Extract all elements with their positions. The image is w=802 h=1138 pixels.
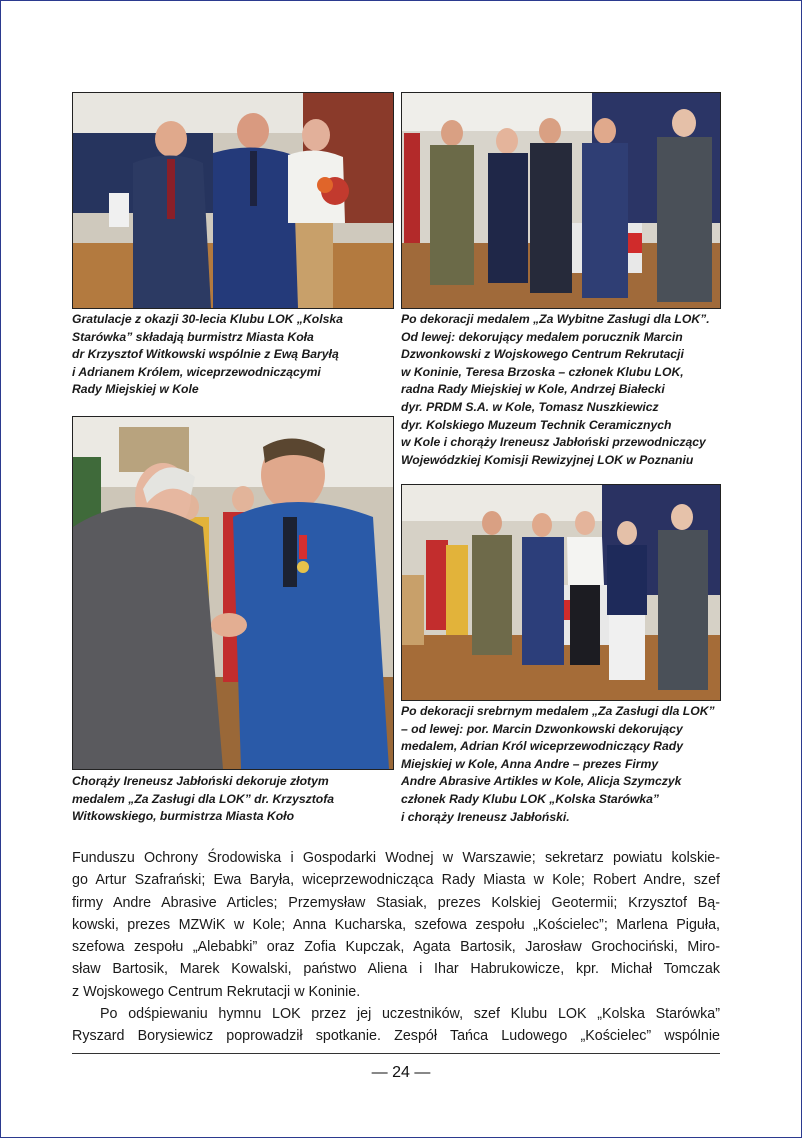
- caption-line: radna Rady Miejskiej w Kole, Andrzej Białecki: [401, 382, 665, 397]
- caption-line: dyr. Kolskiego Muzeum Technik Ceramicznych: [401, 417, 672, 432]
- photo-congratulations: [72, 92, 394, 309]
- caption-line: w Kole i chorąży Ireneusz Jabłoński przewodniczący: [401, 435, 706, 450]
- body-line: sław Bartosik, Marek Kowalski, państwo Aliena i Ihar Habrukowicze, kpr. Michał Tomczak: [72, 961, 720, 978]
- photo-group-decorated-image: [402, 93, 720, 308]
- caption-photo-congratulations: [72, 311, 343, 399]
- caption-line: członek Rady Klubu LOK „Kolska Starówka”: [401, 791, 660, 806]
- page-number: — 24 —: [371, 1064, 431, 1081]
- caption-line: Rady Miejskiej w Kole: [72, 382, 199, 397]
- body-text: [72, 847, 720, 1048]
- caption-line: Gratulacje z okazji 30-lecia Klubu LOK „Kolska: [72, 312, 343, 326]
- caption-line: i Adrianem Królem, wiceprzewodniczącymi: [72, 364, 321, 379]
- caption-line: Po dekoracji srebrnym medalem „Za Zasługi dla LOK”: [401, 704, 715, 718]
- caption-line: medalem „Za Zasługi dla LOK” dr. Krzysztofa: [72, 791, 335, 806]
- caption-line: – od lewej: por. Marcin Dzwonkowski dekorujący: [401, 721, 683, 736]
- photo-silver-medal-group: [401, 484, 721, 701]
- photo-congratulations-image: [73, 93, 393, 308]
- body-line: z Wojskowego Centrum Rekrutacji w Koninie.: [72, 983, 361, 1000]
- photo-group-decorated: [401, 92, 721, 309]
- caption-line: Od lewej: dekorujący medalem porucznik Marcin: [401, 329, 683, 344]
- body-line: kowski, prezes MZWiK w Kole; Anna Kucharska, szefowa zespołu „Kościelec”; Marlena Piguła,: [72, 916, 720, 933]
- caption-line: dyr. PRDM S.A. w Kole, Tomasz Nuszkiewicz: [401, 399, 659, 414]
- caption-line: Andre Abrasive Artikles w Kole, Alicja Szymczyk: [401, 774, 682, 789]
- caption-line: w Koninie, Teresa Brzoska – członek Klubu LOK,: [401, 364, 684, 379]
- body-line: Funduszu Ochrony Środowiska i Gospodarki Wodnej w Warszawie; sekretarz powiatu kolskie-: [72, 850, 720, 866]
- caption-line: Po dekoracji medalem „Za Wybitne Zasługi dla LOK”.: [401, 312, 710, 326]
- body-line: firmy Andre Abrasive Articles; Przemysław Stasiak, prezes Kolskiej Geotermii; Krzysztof Bą-: [72, 894, 720, 911]
- footer-rule: [72, 1053, 720, 1054]
- caption-line: Dzwonkowski z Wojskowego Centrum Rekrutacji: [401, 347, 684, 362]
- caption-photo-silver-medal-group: [401, 703, 715, 826]
- body-line: Po odśpiewaniu hymnu LOK przez jej uczestników, szef Klubu LOK „Kolska Starówka”: [100, 1006, 720, 1023]
- body-line: go Artur Szafrański; Ewa Baryła, wiceprzewodnicząca Rady Miasta w Kole; Robert Andre, szef: [72, 872, 720, 889]
- photo-handshake: [72, 416, 394, 770]
- photo-handshake-image: [73, 417, 393, 769]
- caption-line: i chorąży Ireneusz Jabłoński.: [401, 809, 570, 824]
- body-line: szefowa zespołu „Alebabki” oraz Zofia Kupczak, Agata Bartosik, Jarosław Grochociński, Miro-: [72, 939, 720, 956]
- caption-photo-handshake: [72, 773, 334, 826]
- photo-silver-medal-group-image: [402, 485, 720, 700]
- caption-line: Miejskiej w Kole, Anna Andre – prezes Firmy: [401, 756, 659, 771]
- caption-line: Witkowskiego, burmistrza Miasta Koło: [72, 809, 295, 824]
- body-line: Ryszard Borysiewicz poprowadził spotkanie. Zespół Tańca Ludowego „Kościelec” wspólnie: [72, 1028, 720, 1045]
- caption-line: Wojewódzkiej Komisji Rewizyjnej LOK w Poznaniu: [401, 452, 694, 467]
- caption-line: medalem, Adrian Król wiceprzewodniczący Rady: [401, 739, 683, 754]
- caption-line: dr Krzysztof Witkowski wspólnie z Ewą Baryłą: [72, 347, 339, 362]
- caption-line: Starówka” składają burmistrz Miasta Koła: [72, 329, 314, 344]
- caption-photo-group-decorated: [401, 311, 710, 469]
- caption-line: Chorąży Ireneusz Jabłoński dekoruje złotym: [72, 774, 329, 788]
